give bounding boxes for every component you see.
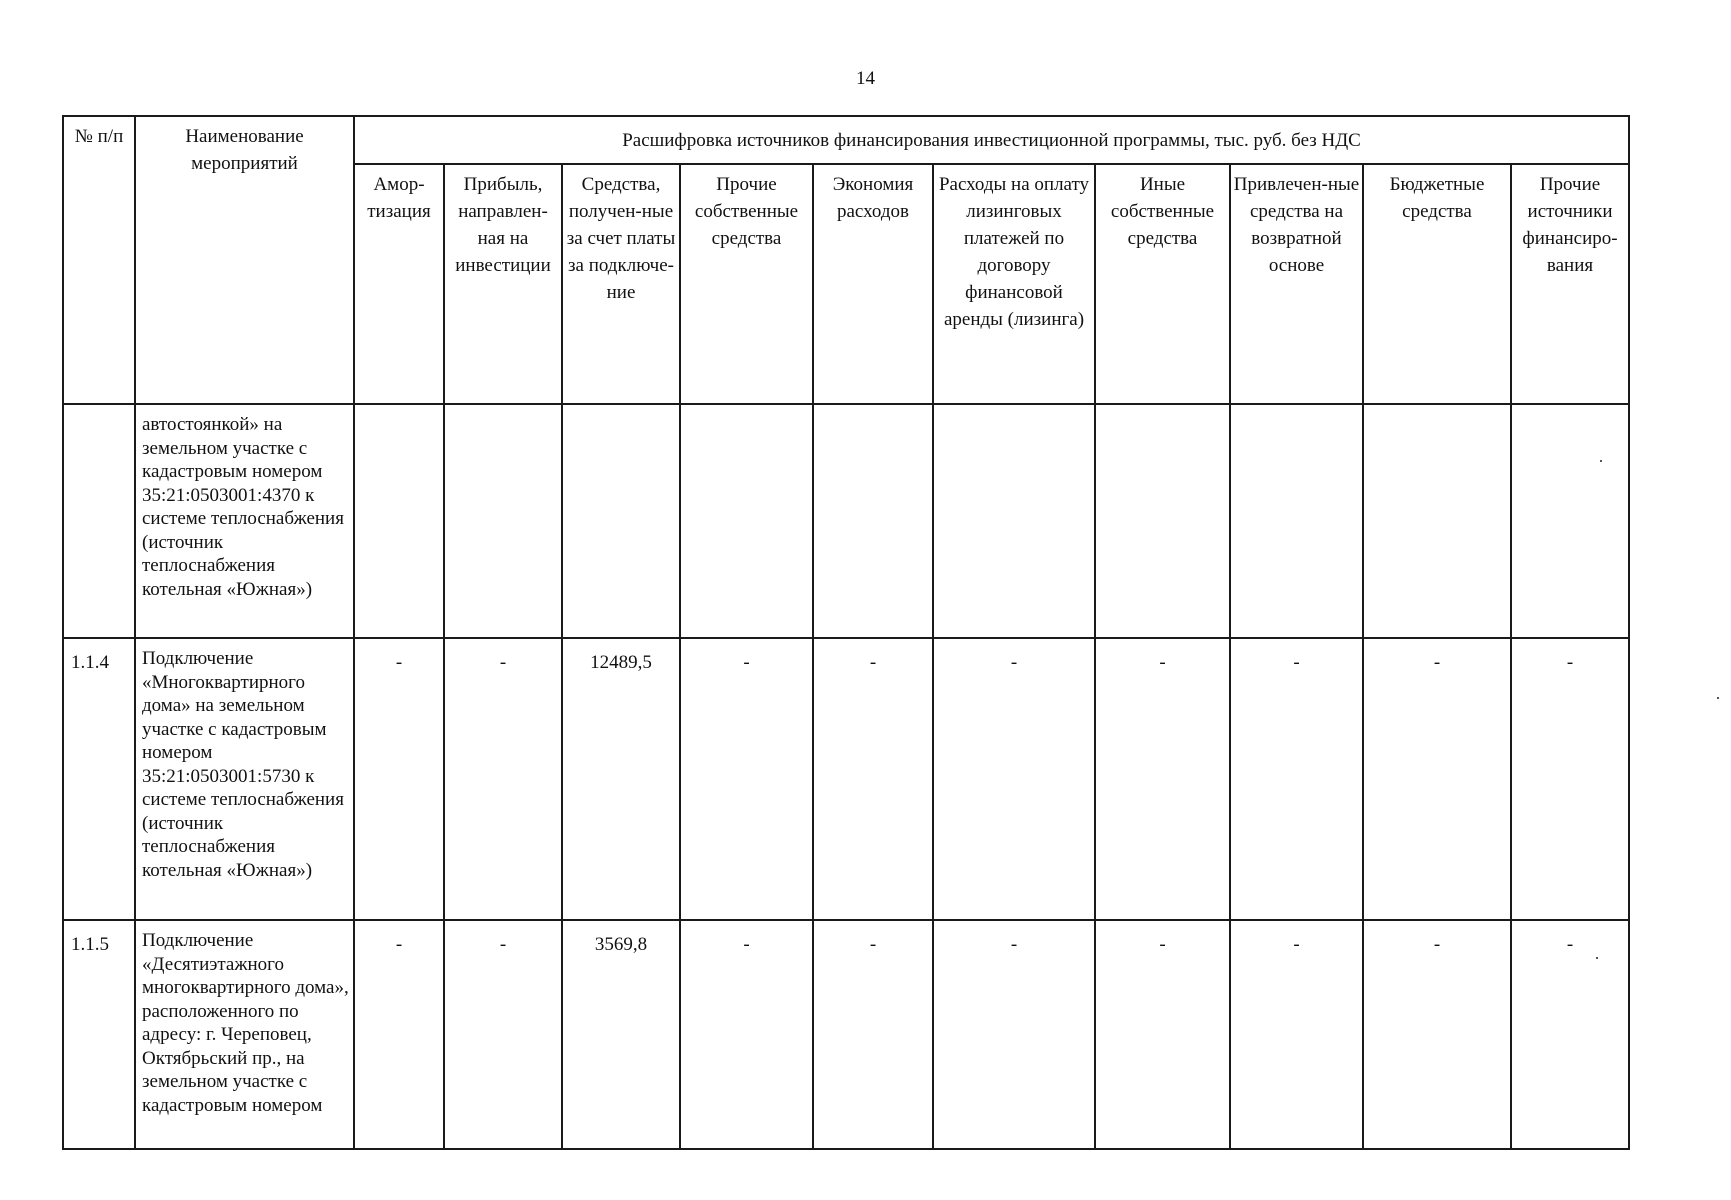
cell-value: -: [1095, 920, 1230, 1149]
header-col-other-own-funds: Иные собственные средства: [1095, 164, 1230, 404]
cell-value: [562, 404, 680, 638]
cell-value: -: [680, 638, 813, 920]
cell-value: -: [1511, 638, 1629, 920]
scan-speck: [1596, 957, 1598, 959]
header-col-other-sources: Прочие источники финансиро-вания: [1511, 164, 1629, 404]
header-name: Наименование мероприятий: [135, 116, 354, 404]
cell-value: -: [354, 920, 444, 1149]
page-number: 14: [856, 68, 875, 89]
cell-value: -: [933, 920, 1095, 1149]
header-col-amortization: Амор-тизация: [354, 164, 444, 404]
cell-value: -: [354, 638, 444, 920]
cell-value: [680, 404, 813, 638]
cell-value: -: [1363, 920, 1511, 1149]
scan-speck: [1717, 697, 1719, 699]
cell-value: -: [680, 920, 813, 1149]
header-col-other-own: Прочие собственные средства: [680, 164, 813, 404]
header-col-connection-fee: Средства, получен-ные за счет платы за подключе-ние: [562, 164, 680, 404]
row-num: 1.1.4: [63, 638, 135, 920]
cell-value: [1363, 404, 1511, 638]
cell-value: -: [933, 638, 1095, 920]
row-name: Подключение «Многоквартирного дома» на земельном участке с кадастровым номером 35:21:0503001:5730 к системе теплоснабжения (источник теплоснабжения котельная «Южная»): [135, 638, 354, 920]
cell-value: [813, 404, 933, 638]
table-row: [63, 920, 1629, 1149]
cell-value: -: [1363, 638, 1511, 920]
row-name: автостоянкой» на земельном участке с кадастровым номером 35:21:0503001:4370 к системе теплоснабжения (источник теплоснабжения котельная «Южная»): [135, 404, 354, 638]
table-row: [63, 404, 1629, 638]
header-num: № п/п: [63, 116, 135, 404]
cell-value: [1511, 404, 1629, 638]
cell-value: [933, 404, 1095, 638]
cell-value: -: [1230, 920, 1363, 1149]
row-name: Подключение «Десятиэтажного многоквартирного дома», расположенного по адресу: г. Череповец, Октябрьский пр., на земельном участке с кадастровым номером: [135, 920, 354, 1149]
cell-value: -: [444, 638, 562, 920]
cell-value: [444, 404, 562, 638]
financing-table: [62, 115, 1630, 1150]
cell-value: -: [1511, 920, 1629, 1149]
cell-value: [354, 404, 444, 638]
cell-value: [1230, 404, 1363, 638]
cell-value: [1095, 404, 1230, 638]
header-col-leasing: Расходы на оплату лизинговых платежей по договору финансовой аренды (лизинга): [933, 164, 1095, 404]
cell-value: -: [813, 920, 933, 1149]
cell-value: 12489,5: [562, 638, 680, 920]
header-col-budget: Бюджетные средства: [1363, 164, 1511, 404]
cell-value: -: [813, 638, 933, 920]
scan-speck: [1600, 460, 1602, 462]
row-num: [63, 404, 135, 638]
cell-value: 3569,8: [562, 920, 680, 1149]
header-col-profit: Прибыль, направлен-ная на инвестиции: [444, 164, 562, 404]
cell-value: -: [1095, 638, 1230, 920]
cell-value: -: [1230, 638, 1363, 920]
cell-value: -: [444, 920, 562, 1149]
row-num: 1.1.5: [63, 920, 135, 1149]
header-col-borrowed: Привлечен-ные средства на возвратной основе: [1230, 164, 1363, 404]
header-financing-group: Расшифровка источников финансирования инвестиционной программы, тыс. руб. без НДС: [354, 116, 1629, 164]
header-col-savings: Экономия расходов: [813, 164, 933, 404]
table-row: [63, 638, 1629, 920]
